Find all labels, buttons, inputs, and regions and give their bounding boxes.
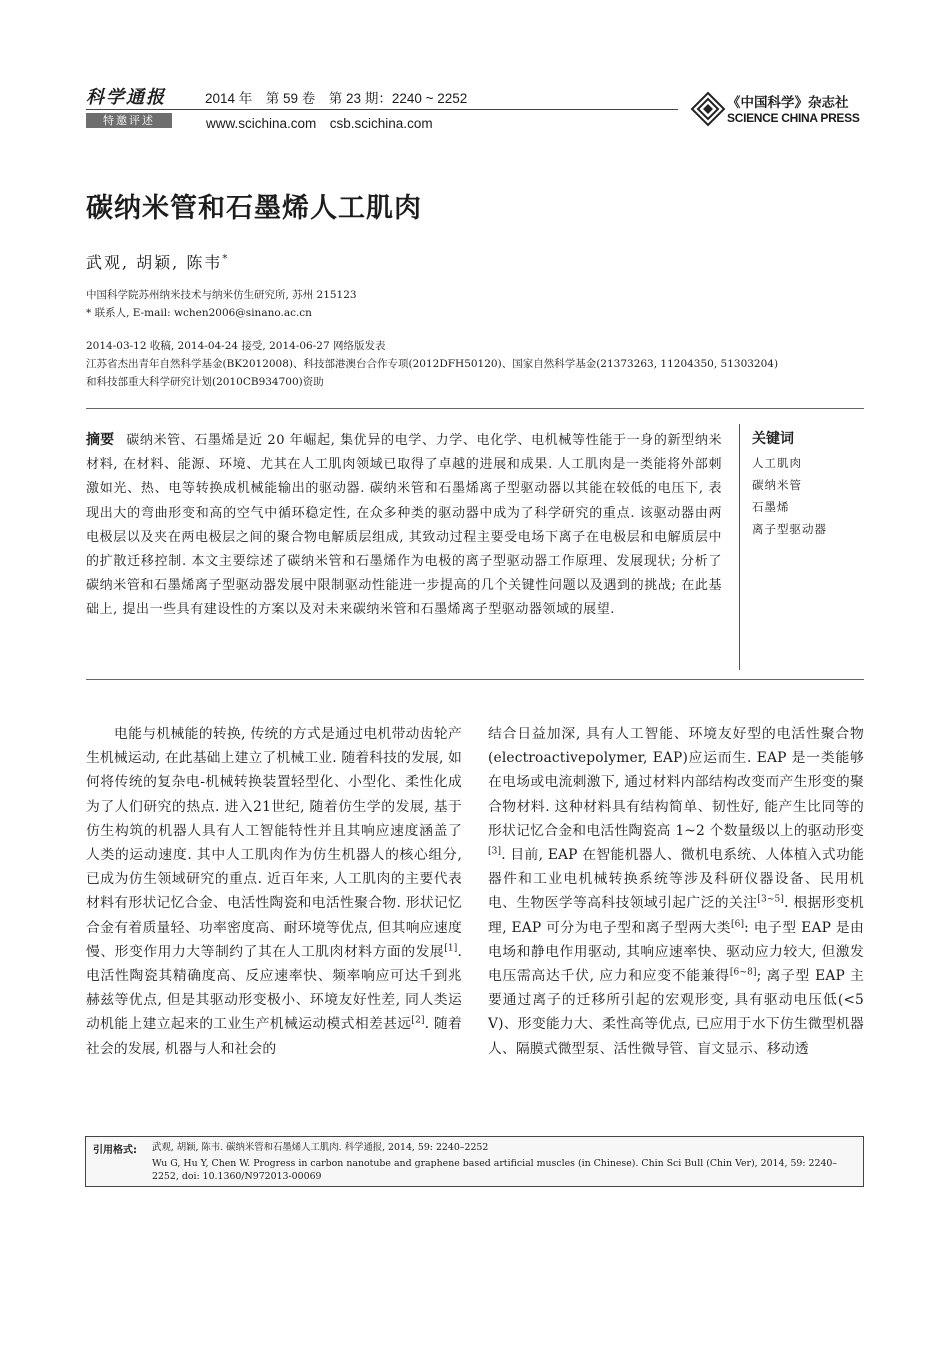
keyword-item: 人工肌肉 [752, 456, 802, 470]
keywords-title: 关键词 [752, 431, 794, 447]
reference-link[interactable]: [3] [488, 846, 502, 857]
citation-cn: 武观, 胡颖, 陈韦. 碳纳米管和石墨烯人工肌肉. 科学通报, 2014, 59: 2240–2252 [152, 1142, 489, 1153]
body-column-left [86, 722, 462, 1061]
issue-info: 2014 年 第 59 卷 第 23 期：2240 ~ 2252 [205, 91, 468, 106]
body-text: . 随着社会的发展, 机器与人和社会的 [86, 1016, 462, 1057]
reference-link[interactable]: [2] [411, 1015, 425, 1026]
reference-link[interactable]: [6] [730, 919, 745, 930]
reference-link[interactable]: [3~5] [757, 894, 785, 905]
publisher-name-en: SCIENCE CHINA PRESS [727, 111, 860, 125]
abstract [86, 428, 722, 623]
keyword-divider [739, 424, 740, 670]
journal-logo: 科学通报 [86, 87, 166, 108]
author-list [86, 250, 227, 273]
abstract-text: 碳纳米管、石墨烯是近 20 年崛起, 集优异的电学、力学、电化学、电机械等性能于一身的新型纳米材料, 在材料、能源、环境、尤其在人工肌肉领域已取得了卓越的进展和成果. 人工肌肉是一类能将外部刺激如光、热、电等转换成机械能输出的驱动器. 碳纳米管和石墨烯离子型驱动器以其能在较低的电压下, 表现出大的弯曲形变和高的空气中循环稳定性, 在众多种类的驱动器中成为了科学研究的重点. 该驱动器由两电极层以及夹在两电极层之间的聚合物电解质层组成, 其致动过程主要受电场下离子在电极层和电解质层中的扩散迁移控制. 本文主要综述了碳纳米管和石墨烯作为电极的离子型驱动器工作原理、发展现状; 分析了碳纳米管和石墨烯离子型驱动器发展中限制驱动性能进一步提高的几个关键性问题以及遇到的挑战; 在此基础上, 提出一些具有建设性的方案以及对未来碳纳米管和石墨烯离子型驱动器领域的展望. [86, 433, 723, 618]
body-text: 结合日益加深, 具有人工智能、环境友好型的电活性聚合物(electroactivepolymer, EAP)应运而生. EAP 是一类能够在电场或电流刺激下, 通过材料内部结构改变而产生形变的聚合物材料. 这种材料具有结构简单、韧性好, 能产生比同等的形状记忆合金和电活性陶瓷高 1~2 个数量级以上的驱动形变 [488, 726, 864, 839]
body-text: ; 离子型 EAP 主要通过离子的迁移所引起的宏观形变, 具有驱动电压低(<5 V)、形变能力大、柔性高等优点, 已应用于水下仿生微型机器人、隔膜式微型泵、活性微导管、盲文显示、移动透 [488, 968, 864, 1057]
article-dates: 2014-03-12 收稿, 2014-04-24 接受, 2014-06-27 网络版发表 [86, 340, 386, 352]
abstract-bottom-rule [86, 679, 864, 680]
citation-en-line-1: Wu G, Hu Y, Chen W. Progress in carbon nanotube and graphene based artificial muscles (in Chinese). Chin Sci Bull (Chin Ver), 2014, 59: 2240– [152, 1158, 838, 1169]
keyword-list [752, 452, 827, 540]
body-text: : 电子型 EAP 是由电场和静电作用驱动, 其响应速率快、驱动应力较大, 但激发电压需高达千伏, 应力和应变不能兼得 [488, 919, 864, 985]
body-text: . 根据形变机理, EAP 可分为电子型和离子型两大类 [488, 895, 864, 936]
publisher-name-cn: 《中国科学》杂志社 [727, 95, 849, 111]
citation-label: 引用格式: [93, 1145, 137, 1156]
funding-line-2: 和科技部重大科学研究计划(2010CB934700)资助 [86, 376, 324, 388]
reference-link[interactable]: [1] [444, 943, 458, 954]
keyword-item: 石墨烯 [752, 500, 790, 514]
website-link[interactable]: www.scichina.com csb.scichina.com [206, 116, 433, 131]
corresponding-mark: * [222, 253, 228, 265]
affiliation: 中国科学院苏州纳米技术与纳米仿生研究所, 苏州 215123 [86, 289, 357, 301]
correspondence-email: * 联系人, E-mail: wchen2006@sinano.ac.cn [86, 307, 312, 319]
publisher-logo-icon [690, 91, 726, 127]
citation-en-line-2: 2252, doi: 10.1360/N972013-00069 [152, 1171, 322, 1182]
body-text: 电能与机械能的转换, 传统的方式是通过电机带动齿轮产生机械运动, 在此基础上建立了机械工业. 随着科技的发展, 如何将传统的复杂电-机械转换装置轻型化、小型化、柔性化成为了人们研究的热点. 进入21世纪, 随着仿生学的发展, 基于仿生构筑的机器人具有人工智能特性并且其响应速度涵盖了人类的运动速度. 其中人工肌肉作为仿生机器人的核心组分, 已成为仿生领域研究的重点. 近百年来, 人工肌肉的主要代表材料有形状记忆合金、电活性陶瓷和电活性聚合物. 形状记忆合金有着质量轻、功率密度高、耐环境等优点, 但其响应速度慢、形变作用力大等制约了其在人工肌肉材料方面的发展 [86, 726, 462, 960]
reference-link[interactable]: [6~8] [729, 967, 757, 978]
funding-line-1: 江苏省杰出青年自然科学基金(BK2012008)、科技部港澳台合作专项(2012DFH50120)、国家自然科学基金(21373263, 11204350, 51303204) [86, 358, 779, 370]
body-column-right [488, 722, 864, 1061]
abstract-label: 摘要 [86, 432, 115, 448]
article-title: 碳纳米管和石墨烯人工肌肉 [86, 193, 422, 224]
keyword-item: 离子型驱动器 [752, 522, 827, 536]
body-text: . 目前, EAP 在智能机器人、微机电系统、人体植入式功能器件和工业电机械转换系统等涉及科研仪器设备、民用机电、生物医学等高科技领域引起广泛的关注 [488, 847, 864, 912]
abstract-top-rule [86, 408, 864, 409]
author-names: 武观, 胡颖, 陈韦 [86, 253, 223, 272]
header-rule [86, 109, 678, 110]
section-tag: 特邀评述 [86, 113, 172, 128]
keyword-item: 碳纳米管 [752, 478, 802, 492]
body-text: . 电活性陶瓷其精确度高、反应速率快、频率响应可达千到兆赫兹等优点, 但是其驱动形变极小、环境友好性差, 同人类运动机能上建立起来的工业生产机械运动模式相差甚远 [86, 943, 462, 1033]
